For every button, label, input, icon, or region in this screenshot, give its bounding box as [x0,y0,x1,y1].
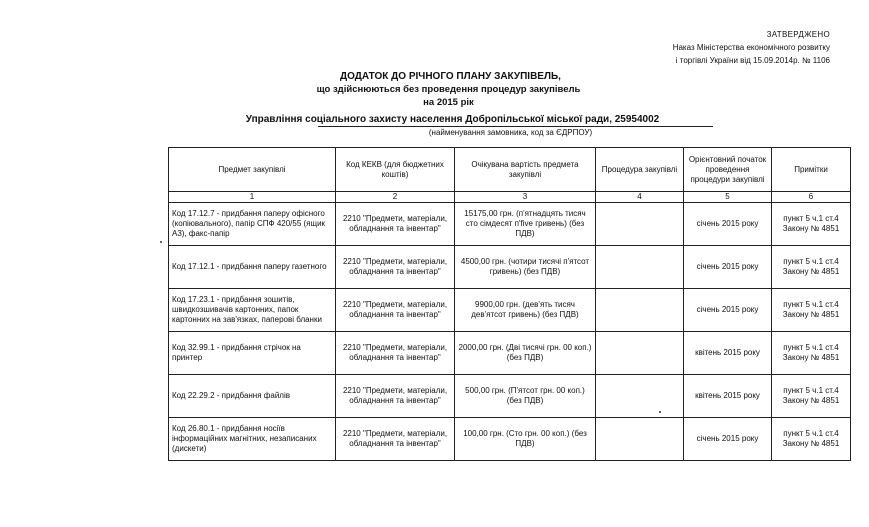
approval-order: Наказ Міністерства економічного розвитку [672,43,830,52]
cell-procedure [596,332,684,375]
cell-start: січень 2015 року [684,418,772,461]
cell-kekv: 2210 "Предмети, матеріали, обладнання та інвентар" [336,418,455,461]
column-number: 2 [336,192,455,203]
cell-cost: 2000,00 грн. (Дві тисячі грн. 00 коп.) (без ПДВ) [455,332,596,375]
title-line-3: на 2015 рік [423,97,474,108]
table-row [169,418,851,461]
cell-kekv: 2210 "Предмети, матеріали, обладнання та інвентар" [336,289,455,332]
title-line-2: що здійснюються без проведення процедур закупівель [316,84,581,95]
cell-start: січень 2015 року [684,246,772,289]
header-procedure: Процедура закупівлі [596,148,684,192]
cell-subject: Код 26.80.1 - придбання носіїв інформаційних магнітних, незаписаних (дискети) [169,418,336,461]
cell-start: січень 2015 року [684,289,772,332]
cell-subject: Код 17.12.7 - придбання паперу офісного (копіювального), папір СПФ 420/55 (ящик А3), факс-папір [169,203,336,246]
cell-kekv: 2210 "Предмети, матеріали, обладнання та інвентар" [336,332,455,375]
cell-cost: 15175,00 грн. (п'ятнадцять тисяч сто сімдесят п'five гривень) (без ПДВ) [455,203,596,246]
table-row [169,203,851,246]
cell-procedure [596,289,684,332]
title-line-1: ДОДАТОК ДО РІЧНОГО ПЛАНУ ЗАКУПІВЕЛЬ, [340,71,561,82]
organization-note-text: (найменування замовника, код за ЄДРПОУ) [428,128,593,137]
cell-subject: Код 17.12.1 - придбання паперу газетного [169,246,336,289]
approval-date: і торгівлі України від 15.09.2014р. № 1106 [675,56,830,65]
cell-kekv: 2210 "Предмети, матеріали, обладнання та інвентар" [336,375,455,418]
approval-stamp [630,28,830,67]
cell-notes: пункт 5 ч.1 ст.4 Закону № 4851 [772,332,851,375]
approval-title: ЗАТВЕРДЖЕНО [766,30,830,39]
cell-cost: 4500,00 грн. (чотири тисячі п'ятсот гривень) (без ПДВ) [455,246,596,289]
cell-procedure [596,246,684,289]
cell-notes: пункт 5 ч.1 ст.4 Закону № 4851 [772,418,851,461]
column-number: 3 [455,192,596,203]
cell-kekv: 2210 "Предмети, матеріали, обладнання та інвентар" [336,203,455,246]
table-row [169,332,851,375]
cell-notes: пункт 5 ч.1 ст.4 Закону № 4851 [772,203,851,246]
procurement-table [168,147,851,461]
organization-underline [318,126,713,127]
header-kekv: Код КЕКВ (для бюджетних коштів) [336,148,455,192]
column-number: 1 [169,192,336,203]
cell-start: квітень 2015 року [684,375,772,418]
organization-note [0,128,869,137]
scan-speck [160,241,162,243]
column-number-row [169,192,851,203]
cell-notes: пункт 5 ч.1 ст.4 Закону № 4851 [772,246,851,289]
column-number: 5 [684,192,772,203]
cell-procedure [596,203,684,246]
cell-kekv: 2210 "Предмети, матеріали, обладнання та інвентар" [336,246,455,289]
cell-cost: 500,00 грн. (П'ятсот грн. 00 коп.) (без ПДВ) [455,375,596,418]
table-header-row [169,148,851,192]
column-number: 6 [772,192,851,203]
scan-speck [659,411,661,413]
header-subject: Предмет закупівлі [169,148,336,192]
cell-procedure [596,418,684,461]
table-row [169,289,851,332]
column-number: 4 [596,192,684,203]
organization-name [0,114,869,125]
cell-start: квітень 2015 року [684,332,772,375]
header-cost: Очікувана вартість предмета закупівлі [455,148,596,192]
cell-subject: Код 22.29.2 - придбання файлів [169,375,336,418]
organization-name-text: Управління соціального захисту населення Добропільської міської ради, 25954002 [245,114,660,125]
cell-start: січень 2015 року [684,203,772,246]
header-notes: Примітки [772,148,851,192]
cell-notes: пункт 5 ч.1 ст.4 Закону № 4851 [772,289,851,332]
cell-subject: Код 17.23.1 - придбання зошитів, швидкозшивачів картонних, папок картонних на зав'язках, паперові бланки [169,289,336,332]
header-start: Орієнтовний початок проведення процедури закупівлі [684,148,772,192]
table-row [169,246,851,289]
cell-cost: 9900,00 грн. (дев'ять тисяч дев'ятсот гривень) (без ПДВ) [455,289,596,332]
table-row [169,375,851,418]
cell-procedure [596,375,684,418]
document-title [0,70,869,109]
cell-notes: пункт 5 ч.1 ст.4 Закону № 4851 [772,375,851,418]
cell-cost: 100,00 грн. (Сто грн. 00 коп.) (без ПДВ) [455,418,596,461]
cell-subject: Код 32.99.1 - придбання стрічок на принтер [169,332,336,375]
